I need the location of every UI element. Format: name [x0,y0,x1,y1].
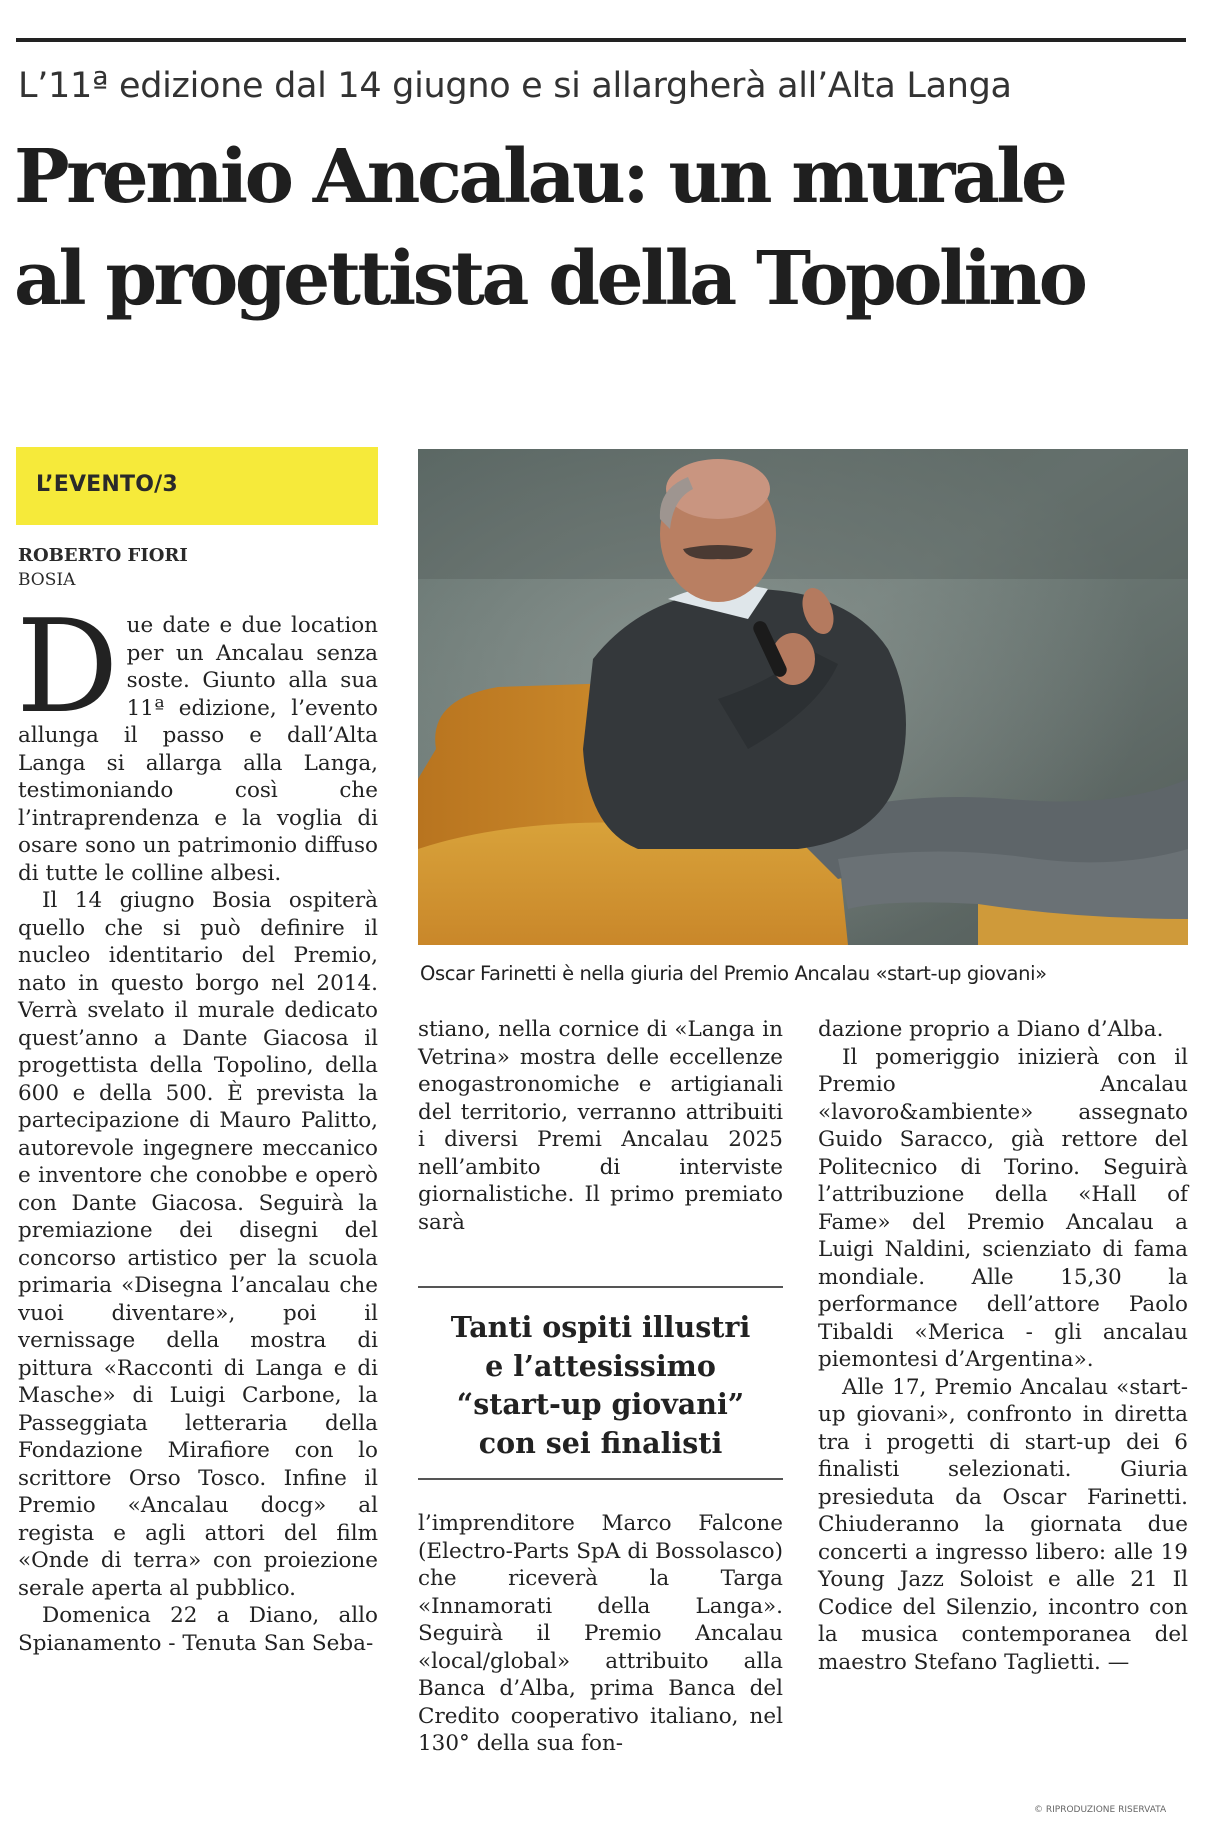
section-tag-label: L’EVENTO/3 [36,472,178,497]
headline [14,126,1194,330]
paragraph-1-text: ue date e due location per un Ancalau senza soste. Giunto alla sua 11ª edizione, l’evento allunga il passo e dall’Alta Langa si allarga alla Langa, testimoniando così che l’intraprendenza e la voglia di osare sono un patrimonio diffuso di tutte le colline albesi. [18,613,378,886]
paragraph-5: Alle 17, Premio Ancalau «start-up giovani», confronto in diretta tra i progetti di start-up dei 6 finalisti selezionati. Giuria presieduta da Oscar Farinetti. Chiuderanno la giornata due concerti a ingresso libero: alle 19 Young Jazz Soloist e alle 21 Il Codice del Silenzio, incontro con la musica contemporanea del maestro Stefano Taglietti. — [818,1374,1188,1675]
paragraph-3-end: dazione proprio a Diano d’Alba. [818,1017,1164,1042]
article-column-1 [16,593,378,1657]
article-photo [418,449,1188,945]
pullquote-rule-top [418,1286,783,1288]
pullquote [418,1308,783,1462]
photo-oscar-farinetti [418,449,1188,945]
copyright-notice: © RIPRODUZIONE RISERVATA [1034,1805,1167,1815]
paragraph-3-start: Domenica 22 a Diano, allo Spianamento - Tenuta San Seba- [18,1603,378,1656]
author-name: ROBERTO FIORI [18,545,188,566]
dateline-place: BOSIA [18,570,76,590]
pullquote-line-3: “start-up giovani” [456,1387,745,1421]
pullquote-line-2: e l’attesissimo [485,1348,716,1383]
article-column-2-bottom [418,1510,783,1758]
paragraph-3-continued: stiano, nella cornice di «Langa in Vetrina» mostra delle eccellenze enogastronomiche e artigianali del territorio, verranno attribuiti i diversi Premi Ancalau 2025 nell’ambito di interviste giornalistiche. Il primo premiato sarà [418,1017,783,1235]
paragraph-4: Il pomeriggio inizierà con il Premio Ancalau «lavoro&ambiente» assegnato Guido Saracco, già rettore del Politecnico di Torino. Seguirà l’attribuzione della «Hall of Fame» del Premio Ancalau a Luigi Naldini, scienziato di fama mondiale. Alle 15,30 la performance dell’attore Paolo Tibaldi «Merica - gli ancalau piemontesi d’Argentina». [818,1044,1188,1372]
pullquote-rule-bottom [418,1478,783,1480]
drop-cap: D [16,593,119,742]
headline-line-2: al progettista della Topolino [14,236,1085,322]
paragraph-3-continued-2: l’imprenditore Marco Falcone (Electro-Parts SpA di Bossolasco) che riceverà la Targa «Innamorati della Langa». Seguirà il Premio Ancalau «local/global» attribuito alla Banca d’Alba, prima Banca del Credito cooperativo italiano, nel 130° della sua fon- [418,1511,783,1756]
pullquote-line-1: Tanti ospiti illustri [450,1310,751,1344]
headline-line-1: Premio Ancalau: un murale [14,134,1065,220]
pullquote-line-4: con sei finalisti [478,1425,723,1460]
article-column-2-top [418,1016,783,1236]
paragraph-1 [16,593,378,887]
kicker: L’11ª edizione dal 14 giugno e si allargherà all’Alta Langa [18,66,1012,106]
section-tag [16,447,378,525]
photo-caption: Oscar Farinetti è nella giuria del Premio Ancalau «start-up giovani» [420,962,1047,985]
top-rule [16,38,1186,42]
paragraph-2: Il 14 giugno Bosia ospiterà quello che si può definire il nucleo identitario del Premio, nato in questo borgo nel 2014. Verrà svelato il murale dedicato quest’anno a Dante Giacosa il progettista della Topolino, della 600 e della 500. È prevista la partecipazione di Mauro Palitto, autorevole ingegnere meccanico e inventore che conobbe e operò con Dante Giacosa. Seguirà la premiazione dei disegni del concorso artistico per la scuola primaria «Disegna l’ancalau che vuoi diventare», poi il vernissage della mostra di pittura «Racconti di Langa e di Masche» di Luigi Carbone, la Passeggiata letteraria della Fondazione Mirafiore con lo scrittore Orso Tosco. Infine il Premio «Ancalau docg» al regista e agli attori del film «Onde di terra» con proiezione serale aperta al pubblico. [18,888,378,1601]
article-column-3 [818,1016,1188,1676]
